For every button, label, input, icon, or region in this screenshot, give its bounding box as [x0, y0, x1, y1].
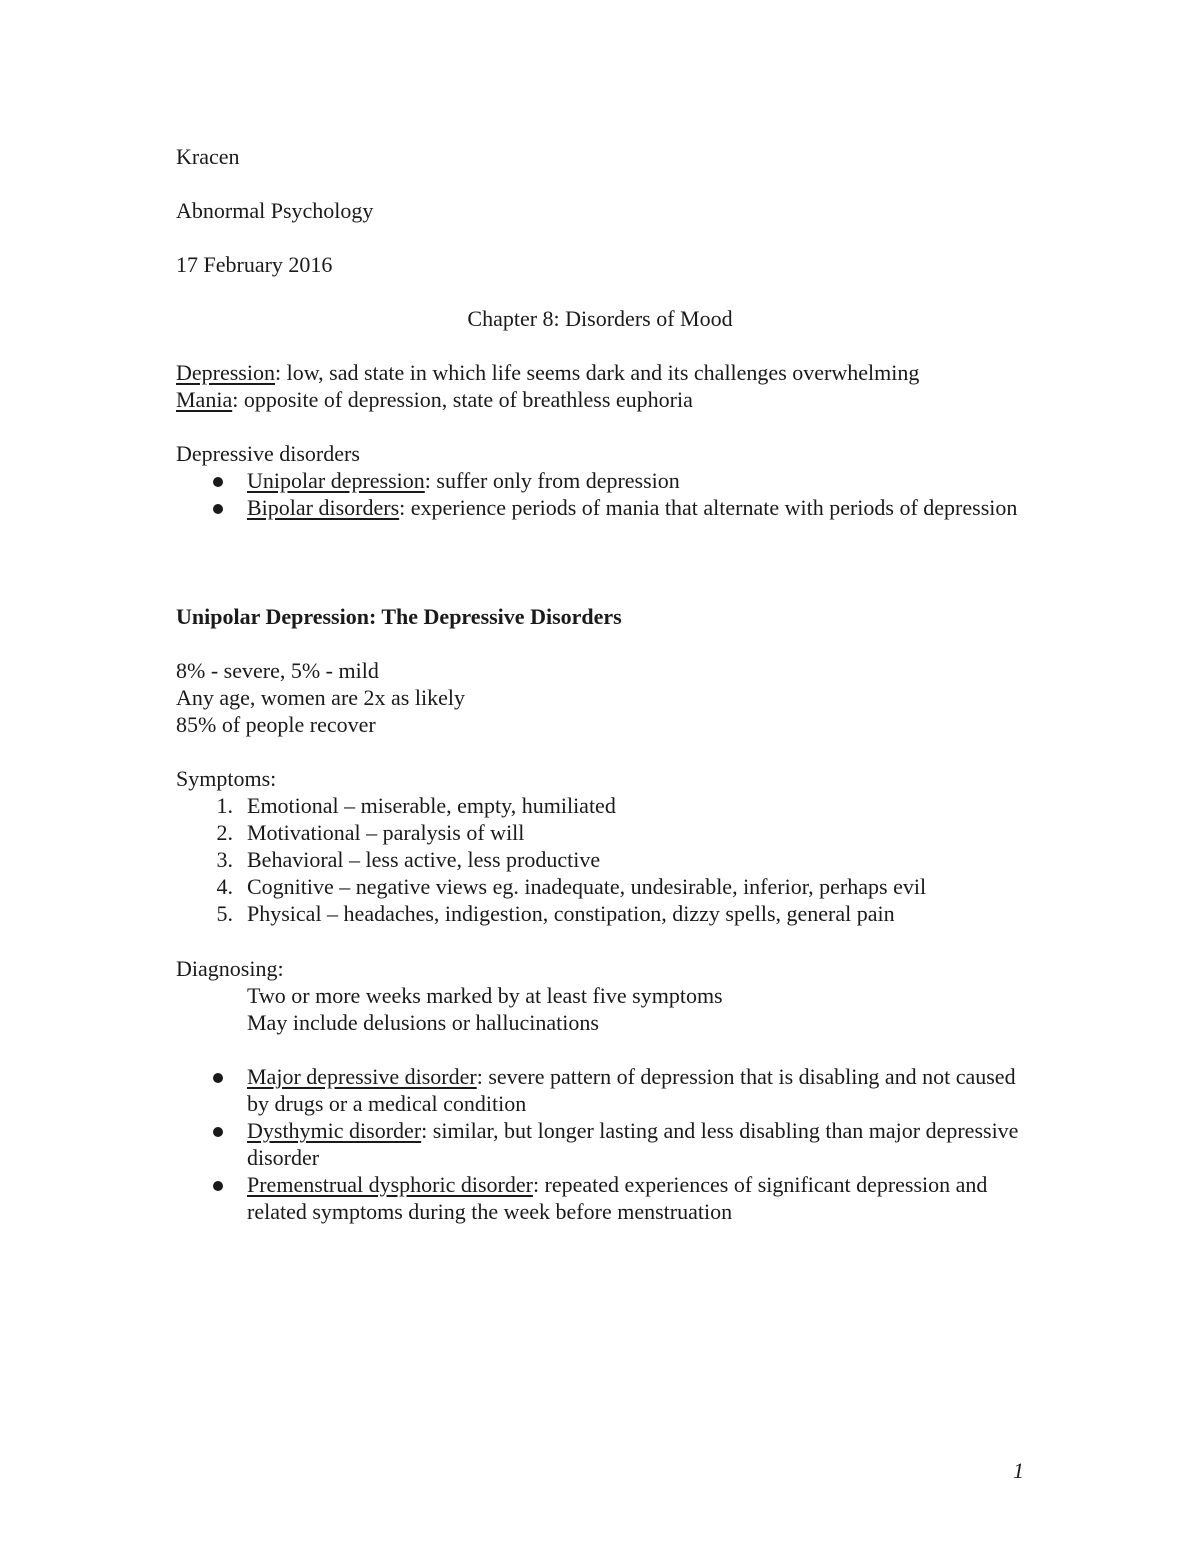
section-heading: Unipolar Depression: The Depressive Disorders — [176, 604, 622, 629]
list-item — [176, 873, 1036, 900]
list-item — [176, 792, 1036, 819]
stat-line: Any age, women are 2x as likely — [176, 685, 465, 710]
symptoms-section — [176, 765, 1036, 927]
definition-mania — [176, 386, 1036, 413]
date-line: 17 February 2016 — [176, 252, 333, 277]
item-text: : severe pattern of depression that is disabling and not caused by drugs or a medical condition — [247, 1064, 1016, 1116]
item-term: Major depressive disorder — [247, 1064, 477, 1089]
item-term: Unipolar depression — [247, 468, 425, 493]
stat-line: 85% of people recover — [176, 712, 376, 737]
depressive-disorders-list — [176, 467, 1036, 521]
symptoms-heading: Symptoms: — [176, 766, 277, 791]
item-text: : similar, but longer lasting and less disabling than major depressive disorder — [247, 1118, 1019, 1170]
definitions — [176, 359, 1036, 413]
bullet-icon — [213, 1127, 223, 1137]
list-number: 3. — [216, 847, 233, 872]
item-text: Motivational – paralysis of will — [247, 820, 525, 845]
list-item — [176, 494, 1036, 521]
item-text: : experience periods of mania that alternate with periods of depression — [399, 495, 1018, 520]
stats-block — [176, 657, 1036, 738]
diagnosing-section — [176, 955, 1036, 1036]
bullet-icon — [213, 477, 223, 487]
bullet-icon — [213, 1181, 223, 1191]
list-item — [176, 1117, 1036, 1171]
definition-term: Mania — [176, 387, 233, 412]
diagnosing-line: Two or more weeks marked by at least five symptoms — [247, 983, 723, 1008]
item-text: Emotional – miserable, empty, humiliated — [247, 793, 616, 818]
page-number: 1 — [1013, 1458, 1024, 1483]
list-item — [176, 819, 1036, 846]
list-number: 2. — [216, 820, 233, 845]
definition-text: : low, sad state in which life seems dark and its challenges overwhelming — [274, 360, 920, 385]
depressive-disorders-section — [176, 440, 1036, 521]
bullet-icon — [213, 1073, 223, 1083]
list-item — [176, 1063, 1036, 1117]
disorders-list — [176, 1063, 1036, 1225]
item-text: Physical – headaches, indigestion, constipation, dizzy spells, general pain — [247, 901, 895, 926]
item-term: Premenstrual dysphoric disorder — [247, 1172, 533, 1197]
list-number: 4. — [216, 874, 233, 899]
definition-term: Depression — [176, 360, 275, 385]
diagnosing-line: May include delusions or hallucinations — [247, 1010, 599, 1035]
symptoms-list — [176, 792, 1036, 927]
item-text: Behavioral – less active, less productive — [247, 847, 601, 872]
diagnosing-heading: Diagnosing: — [176, 956, 284, 981]
list-item — [176, 467, 1036, 494]
item-term: Bipolar disorders — [247, 495, 400, 520]
page-title: Chapter 8: Disorders of Mood — [467, 306, 733, 331]
disorders-section — [176, 1063, 1036, 1225]
list-item — [176, 846, 1036, 873]
list-item — [176, 900, 1036, 927]
item-term: Dysthymic disorder — [247, 1118, 422, 1143]
stat-line: 8% - severe, 5% - mild — [176, 658, 379, 683]
definition-depression — [176, 359, 1036, 386]
author-line: Kracen — [176, 144, 240, 169]
depressive-disorders-heading: Depressive disorders — [176, 441, 360, 466]
list-number: 1. — [216, 793, 233, 818]
bullet-icon — [213, 504, 223, 514]
list-number: 5. — [216, 901, 233, 926]
list-item — [176, 1171, 1036, 1225]
course-line: Abnormal Psychology — [176, 198, 374, 223]
item-text: Cognitive – negative views eg. inadequate, undesirable, inferior, perhaps evil — [247, 874, 927, 899]
definition-text: : opposite of depression, state of breathless euphoria — [232, 387, 693, 412]
item-text: : repeated experiences of significant depression and related symptoms during the week before menstruation — [247, 1172, 988, 1224]
item-text: : suffer only from depression — [424, 468, 680, 493]
